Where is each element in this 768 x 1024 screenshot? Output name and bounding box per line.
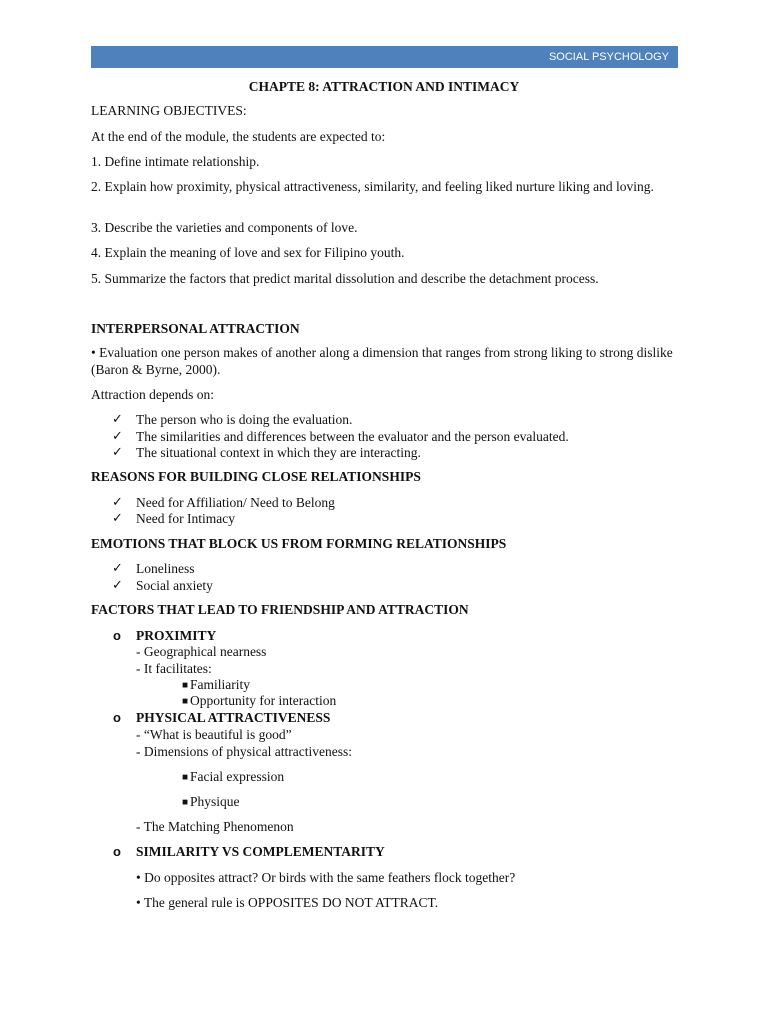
similarity-item: • The general rule is OPPOSITES DO NOT ATTRACT. xyxy=(136,895,439,910)
check-icon: ✓ xyxy=(112,510,123,525)
objectives-intro: At the end of the module, the students are expected to: xyxy=(91,129,386,144)
emotions-item: Social anxiety xyxy=(136,578,213,593)
circle-bullet-icon: o xyxy=(113,844,121,859)
depends-item: The situational context in which they are interacting. xyxy=(136,445,421,460)
emotions-heading: EMOTIONS THAT BLOCK US FROM FORMING RELATIONSHIPS xyxy=(91,536,507,551)
similarity-title: SIMILARITY VS COMPLEMENTARITY xyxy=(136,844,385,859)
proximity-line: - Geographical nearness xyxy=(136,644,267,659)
interpersonal-definition: • Evaluation one person makes of another along a dimension that ranges from strong liking to strong dislike (Baron & Byrne, 2000). xyxy=(91,345,673,377)
objective-item: 4. Explain the meaning of love and sex for Filipino youth. xyxy=(91,245,405,260)
check-icon: ✓ xyxy=(112,577,123,592)
proximity-subitem: ■ Opportunity for interaction xyxy=(182,693,337,708)
reasons-item: Need for Affiliation/ Need to Belong xyxy=(136,495,335,510)
proximity-subitem: ■ Familiarity xyxy=(182,677,251,692)
header-bar xyxy=(91,46,678,68)
reasons-heading: REASONS FOR BUILDING CLOSE RELATIONSHIPS xyxy=(91,469,421,484)
objective-item: 1. Define intimate relationship. xyxy=(91,154,260,169)
attraction-depends-label: Attraction depends on: xyxy=(91,387,214,402)
objectives-heading: LEARNING OBJECTIVES: xyxy=(91,103,247,118)
physical-line: - Dimensions of physical attractiveness: xyxy=(136,744,352,759)
square-bullet-icon: ■ xyxy=(182,797,189,808)
chapter-title: CHAPTE 8: ATTRACTION AND INTIMACY xyxy=(248,79,520,94)
square-bullet-icon: ■ xyxy=(182,680,189,691)
matching-phenomenon: - The Matching Phenomenon xyxy=(136,819,294,834)
physical-subitem: ■ Physique xyxy=(182,794,240,809)
check-icon: ✓ xyxy=(112,444,123,459)
factors-heading: FACTORS THAT LEAD TO FRIENDSHIP AND ATTRACTION xyxy=(91,602,469,617)
objective-item: 3. Describe the varieties and components of love. xyxy=(91,220,358,235)
physical-title: PHYSICAL ATTRACTIVENESS xyxy=(136,710,331,725)
check-icon: ✓ xyxy=(112,428,123,443)
check-icon: ✓ xyxy=(112,411,123,426)
check-icon: ✓ xyxy=(112,560,123,575)
circle-bullet-icon: o xyxy=(113,628,121,643)
depends-item: The similarities and differences between the evaluator and the person evaluated. xyxy=(136,429,569,444)
interpersonal-heading: INTERPERSONAL ATTRACTION xyxy=(91,321,300,336)
physical-subitem: ■ Facial expression xyxy=(182,769,285,784)
objective-item: 5. Summarize the factors that predict marital dissolution and describe the detachment process. xyxy=(91,271,599,286)
physical-line: - “What is beautiful is good” xyxy=(136,727,292,742)
objective-item: 2. Explain how proximity, physical attractiveness, similarity, and feeling liked nurture liking and loving. xyxy=(91,179,654,194)
emotions-item: Loneliness xyxy=(136,561,195,576)
depends-item: The person who is doing the evaluation. xyxy=(136,412,353,427)
square-bullet-icon: ■ xyxy=(182,772,189,783)
reasons-item: Need for Intimacy xyxy=(136,511,235,526)
header-label: SOCIAL PSYCHOLOGY xyxy=(548,51,669,63)
square-bullet-icon: ■ xyxy=(182,696,189,707)
check-icon: ✓ xyxy=(112,494,123,509)
similarity-item: • Do opposites attract? Or birds with the same feathers flock together? xyxy=(136,870,516,885)
proximity-title: PROXIMITY xyxy=(136,628,217,643)
circle-bullet-icon: o xyxy=(113,710,121,725)
proximity-line: - It facilitates: xyxy=(136,661,212,676)
